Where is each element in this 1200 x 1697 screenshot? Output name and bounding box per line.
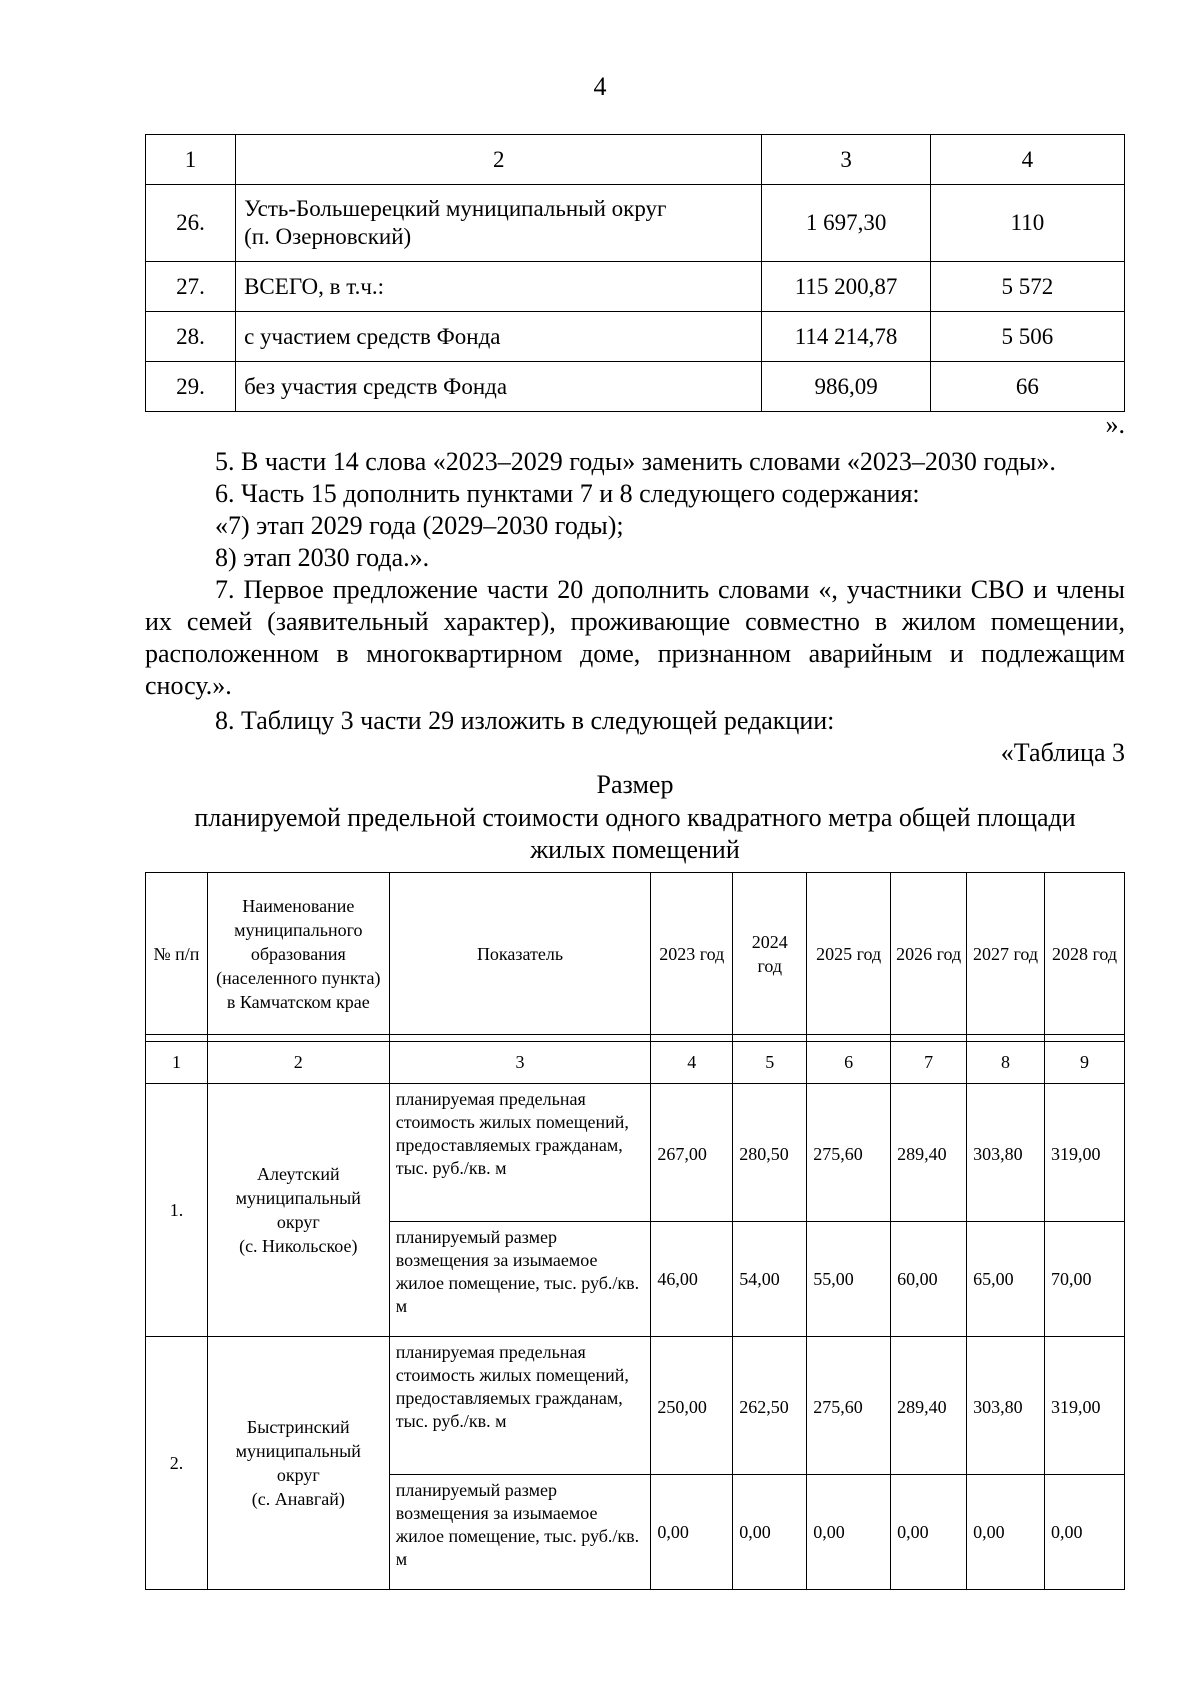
index-cell: 4 — [651, 1042, 733, 1084]
municipality-line: округ — [276, 1212, 320, 1232]
index-cell: 9 — [1045, 1042, 1125, 1084]
row-value: 289,40 — [891, 1084, 967, 1222]
row-value: 0,00 — [1045, 1475, 1125, 1590]
row-value: 303,80 — [967, 1337, 1045, 1475]
table-title-line: жилых помещений — [530, 835, 740, 864]
table-row — [146, 362, 1125, 412]
table-gap — [146, 1035, 1125, 1042]
paragraph-5: 5. В части 14 слова «2023–2029 годы» заменить словами «2023–2030 годы». — [215, 447, 1056, 476]
row-value: 303,80 — [967, 1084, 1045, 1222]
municipality-line: муниципальный — [235, 1188, 361, 1208]
row-indicator: планируемый размер возмещения за изымаемое жилое помещение, тыс. руб./кв. м — [389, 1475, 651, 1590]
index-cell: 8 — [967, 1042, 1045, 1084]
row-number: 2. — [146, 1337, 208, 1590]
row-value: 986,09 — [762, 362, 930, 412]
cost-table — [145, 872, 1125, 1590]
table-title-line: планируемой предельной стоимости одного квадратного метра общей площади — [194, 803, 1076, 832]
row-value: 250,00 — [651, 1337, 733, 1475]
table-title-line: Размер — [596, 770, 674, 799]
row-count: 5 572 — [930, 262, 1124, 312]
row-name-line: Усть-Большерецкий муниципальный округ — [244, 196, 667, 221]
row-value: 267,00 — [651, 1084, 733, 1222]
header-cell: 2 — [236, 135, 762, 185]
municipality-line: Алеутский — [256, 1164, 340, 1184]
table-header-row — [146, 135, 1125, 185]
paragraph-6: 6. Часть 15 дополнить пунктами 7 и 8 следующего содержания: — [215, 479, 920, 508]
paragraph-7: 7. Первое предложение части 20 дополнить словами «, участники СВО и члены их семей (заявительный характер), проживающие совместно в жилом помещении, расположенном в многоквартирном доме, признанном аварийным и подлежащим сносу.». — [145, 575, 1125, 700]
index-row — [146, 1042, 1125, 1084]
row-value: 55,00 — [807, 1222, 891, 1337]
header-cell-number: № п/п — [146, 873, 208, 1035]
header-cell-year: 2024 год — [733, 873, 807, 1035]
table-row — [146, 262, 1125, 312]
header-cell-year: 2025 год — [807, 873, 891, 1035]
row-value: 65,00 — [967, 1222, 1045, 1337]
row-number: 29. — [146, 362, 236, 412]
row-name — [236, 185, 762, 262]
row-value: 319,00 — [1045, 1337, 1125, 1475]
row-name-line: (п. Озерновский) — [244, 224, 412, 249]
row-value: 262,50 — [733, 1337, 807, 1475]
header-cell: 4 — [930, 135, 1124, 185]
table-row — [146, 1084, 1125, 1222]
index-cell: 5 — [733, 1042, 807, 1084]
table-label: «Таблица 3 — [1000, 738, 1125, 767]
row-value: 1 697,30 — [762, 185, 930, 262]
header-cell-indicator: Показатель — [389, 873, 651, 1035]
index-cell: 3 — [389, 1042, 651, 1084]
header-cell-year: 2026 год — [891, 873, 967, 1035]
index-cell: 2 — [207, 1042, 389, 1084]
row-count: 5 506 — [930, 312, 1124, 362]
row-value: 0,00 — [807, 1475, 891, 1590]
row-name: ВСЕГО, в т.ч.: — [236, 262, 762, 312]
table-row — [146, 1337, 1125, 1475]
header-cell-year: 2028 год — [1045, 873, 1125, 1035]
header-cell-year: 2027 год — [967, 873, 1045, 1035]
table-row — [146, 185, 1125, 262]
municipality-line: муниципальный — [235, 1441, 361, 1461]
row-value: 46,00 — [651, 1222, 733, 1337]
row-number: 28. — [146, 312, 236, 362]
municipality-line: Быстринский — [246, 1417, 350, 1437]
row-count: 110 — [930, 185, 1124, 262]
header-cell-year: 2023 год — [651, 873, 733, 1035]
row-indicator: планируемый размер возмещения за изымаемое жилое помещение, тыс. руб./кв. м — [389, 1222, 651, 1337]
row-municipality — [207, 1084, 389, 1337]
row-value: 70,00 — [1045, 1222, 1125, 1337]
paragraph-6-item-8: 8) этап 2030 года.». — [215, 543, 430, 572]
closing-quote: ». — [1105, 410, 1125, 439]
paragraph-8: 8. Таблицу 3 части 29 изложить в следующей редакции: — [215, 706, 835, 735]
row-value: 0,00 — [733, 1475, 807, 1590]
municipality-line: (с. Никольское) — [239, 1236, 358, 1256]
row-municipality — [207, 1337, 389, 1590]
table-row — [146, 312, 1125, 362]
index-cell: 1 — [146, 1042, 208, 1084]
row-name: с участием средств Фонда — [236, 312, 762, 362]
row-indicator: планируемая предельная стоимость жилых помещений, предоставляемых гражданам, тыс. руб./кв. м — [389, 1084, 651, 1222]
row-value: 114 214,78 — [762, 312, 930, 362]
paragraph-6-item-7: «7) этап 2029 года (2029–2030 годы); — [215, 511, 624, 540]
row-name: без участия средств Фонда — [236, 362, 762, 412]
row-number: 26. — [146, 185, 236, 262]
continuation-table — [145, 134, 1125, 412]
index-cell: 7 — [891, 1042, 967, 1084]
row-count: 66 — [930, 362, 1124, 412]
row-value: 289,40 — [891, 1337, 967, 1475]
row-value: 60,00 — [891, 1222, 967, 1337]
row-value: 0,00 — [967, 1475, 1045, 1590]
row-value: 275,60 — [807, 1337, 891, 1475]
index-cell: 6 — [807, 1042, 891, 1084]
municipality-line: (с. Анавгай) — [251, 1489, 345, 1509]
row-value: 280,50 — [733, 1084, 807, 1222]
row-value: 115 200,87 — [762, 262, 930, 312]
row-value: 54,00 — [733, 1222, 807, 1337]
row-number: 1. — [146, 1084, 208, 1337]
municipality-line: округ — [276, 1465, 320, 1485]
row-value: 0,00 — [891, 1475, 967, 1590]
header-cell: 3 — [762, 135, 930, 185]
table-header-row — [146, 873, 1125, 1035]
header-cell: 1 — [146, 135, 236, 185]
row-value: 275,60 — [807, 1084, 891, 1222]
row-value: 319,00 — [1045, 1084, 1125, 1222]
row-value: 0,00 — [651, 1475, 733, 1590]
row-number: 27. — [146, 262, 236, 312]
header-cell-municipality: Наименование муниципального образования (населенного пункта) в Камчатском крае — [207, 873, 389, 1035]
row-indicator: планируемая предельная стоимость жилых помещений, предоставляемых гражданам, тыс. руб./кв. м — [389, 1337, 651, 1475]
page-number: 4 — [593, 72, 607, 101]
